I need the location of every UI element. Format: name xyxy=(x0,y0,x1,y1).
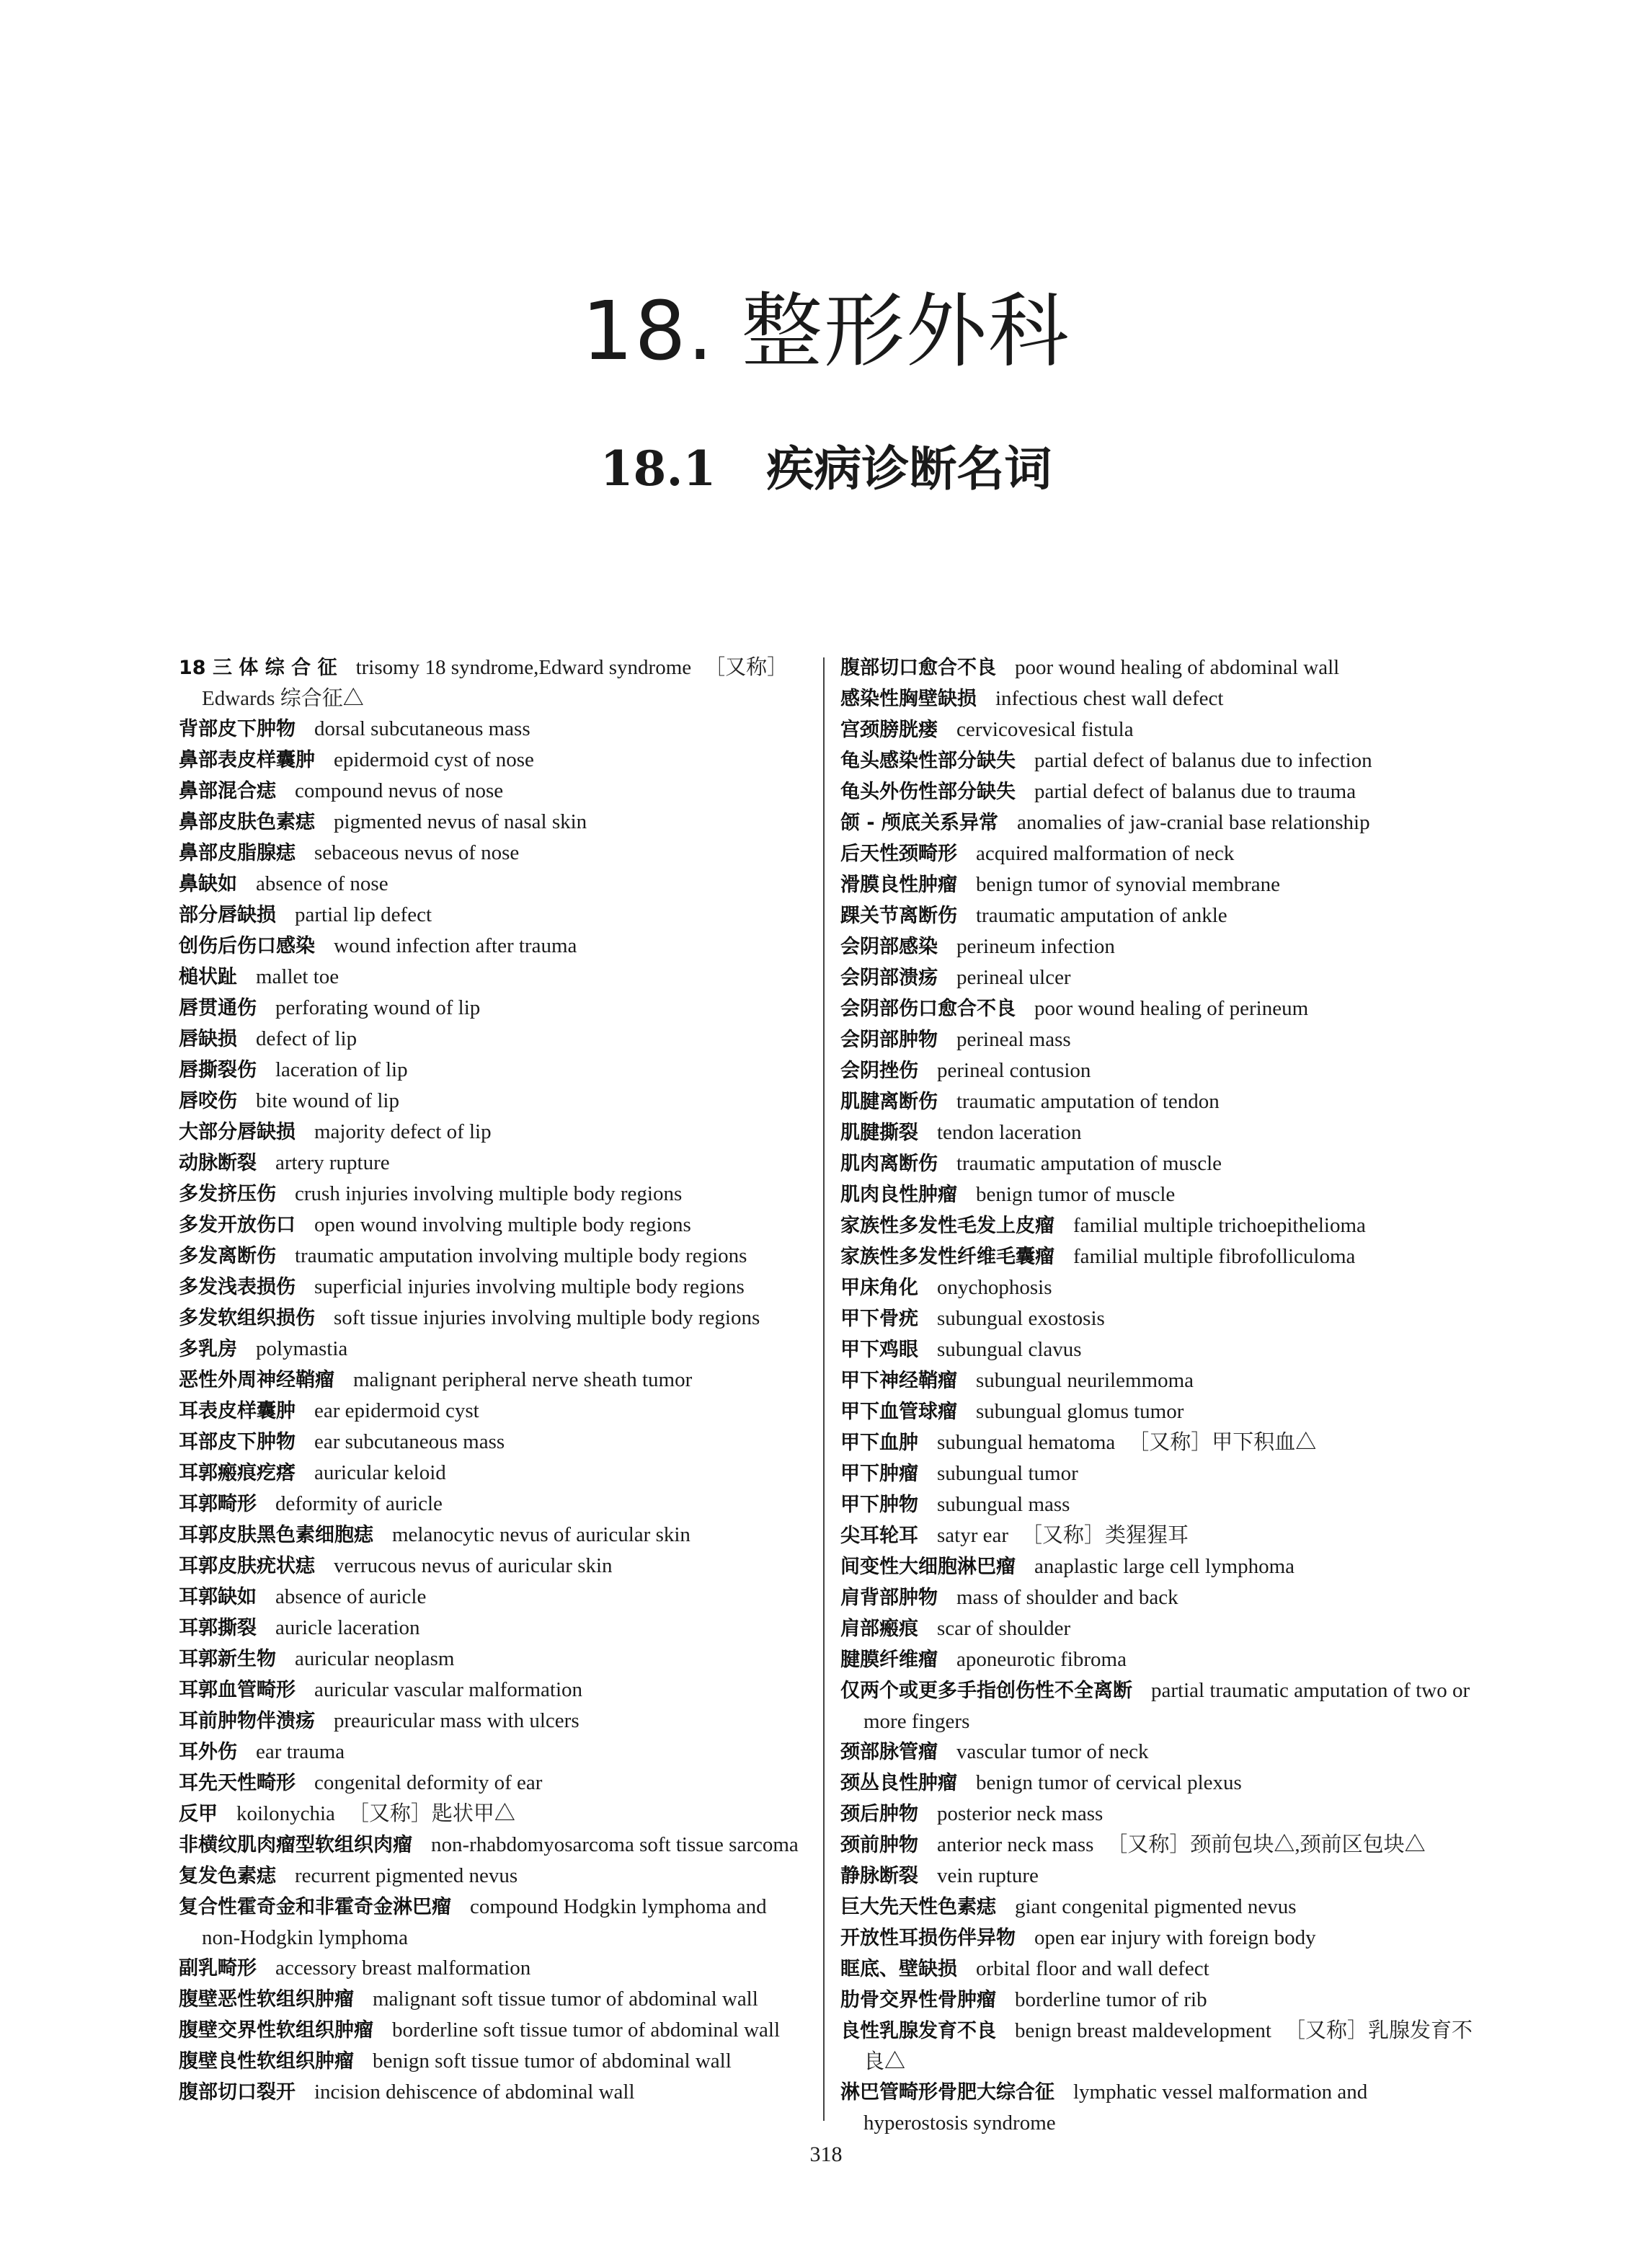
term-english: perineal ulcer xyxy=(956,966,1071,989)
term-chinese: 会阴部伤口愈合不良 xyxy=(840,998,1016,1020)
glossary-entry xyxy=(179,1024,806,1055)
term-english: infectious chest wall defect xyxy=(995,687,1224,710)
term-english: vein rupture xyxy=(937,1864,1039,1887)
term-alias: ［又称］乳腺发育不良△ xyxy=(863,2019,1473,2073)
glossary-entry xyxy=(179,745,806,776)
glossary-entry xyxy=(840,1086,1475,1117)
term-chinese: 鼻部混合痣 xyxy=(179,780,276,802)
term-chinese: 反甲 xyxy=(179,1803,218,1825)
term-english: perineum infection xyxy=(956,935,1115,958)
glossary-entry xyxy=(840,1675,1475,1737)
glossary-entry xyxy=(179,1551,806,1582)
term-chinese: 甲下骨疣 xyxy=(840,1308,918,1330)
glossary-entry xyxy=(179,1706,806,1737)
term-chinese: 背部皮下肿物 xyxy=(179,718,296,740)
term-english: partial lip defect xyxy=(295,903,432,926)
term-chinese: 耳部皮下肿物 xyxy=(179,1431,296,1453)
term-chinese: 肌腱离断伤 xyxy=(840,1091,938,1113)
term-english: pigmented nevus of nasal skin xyxy=(334,810,587,833)
term-chinese: 甲下血肿 xyxy=(840,1432,918,1454)
term-english: epidermoid cyst of nose xyxy=(334,748,534,771)
term-chinese: 淋巴管畸形骨肥大综合征 xyxy=(840,2081,1054,2104)
glossary-entry xyxy=(840,1179,1475,1210)
glossary-entry xyxy=(179,1520,806,1551)
glossary-entry xyxy=(840,900,1475,931)
term-chinese: 颌 - 颅底关系异常 xyxy=(840,812,999,834)
term-english: compound nevus of nose xyxy=(295,779,504,802)
term-english: artery rupture xyxy=(275,1151,390,1174)
glossary-entry xyxy=(840,1954,1475,1985)
glossary-entry xyxy=(840,1427,1475,1458)
term-english: mallet toe xyxy=(256,965,339,988)
term-english: absence of nose xyxy=(256,872,388,895)
term-english: partial traumatic amputation of two or more fingers xyxy=(863,1679,1470,1733)
glossary-entry xyxy=(179,1365,806,1396)
term-english: giant congenital pigmented nevus xyxy=(1015,1895,1297,1918)
glossary-entry xyxy=(179,1179,806,1210)
glossary-entry xyxy=(840,1830,1475,1861)
term-alias: ［又称］颈前包块△,颈前区包块△ xyxy=(1106,1833,1426,1856)
glossary-entry xyxy=(840,2016,1475,2077)
glossary-entry xyxy=(840,931,1475,962)
term-english: subungual neurilemmoma xyxy=(976,1369,1194,1392)
term-english: subungual hematoma xyxy=(937,1431,1116,1454)
term-chinese: 复发色素痣 xyxy=(179,1865,276,1887)
glossary-entry xyxy=(179,1396,806,1427)
term-chinese: 肩部瘢痕 xyxy=(840,1618,918,1640)
term-chinese: 耳表皮样囊肿 xyxy=(179,1400,296,1422)
glossary-entry xyxy=(179,869,806,900)
term-alias: ［又称］甲下积血△ xyxy=(1128,1431,1317,1454)
glossary-entry xyxy=(179,1675,806,1706)
page-number: 318 xyxy=(809,2142,843,2166)
term-chinese: 巨大先天性色素痣 xyxy=(840,1896,996,1918)
term-english: soft tissue injuries involving multiple body regions xyxy=(334,1306,760,1329)
term-english: bite wound of lip xyxy=(256,1089,399,1112)
term-chinese: 18 三 体 综 合 征 xyxy=(179,657,337,679)
term-chinese: 槌状趾 xyxy=(179,966,237,988)
term-english: mass of shoulder and back xyxy=(956,1586,1178,1609)
glossary-entry xyxy=(179,1861,806,1892)
term-english: ear subcutaneous mass xyxy=(314,1430,505,1453)
term-chinese: 肌肉良性肿瘤 xyxy=(840,1184,957,1206)
term-english: defect of lip xyxy=(256,1027,358,1050)
term-alias: ［又称］类猩猩耳 xyxy=(1021,1524,1189,1547)
term-english: onychophosis xyxy=(937,1276,1052,1299)
glossary-entry xyxy=(840,1458,1475,1489)
term-english: verrucous nevus of auricular skin xyxy=(334,1554,613,1577)
glossary-entry xyxy=(179,1086,806,1117)
term-chinese: 创伤后伤口感染 xyxy=(179,935,315,957)
glossary-entry xyxy=(179,1272,806,1303)
term-english: auricular keloid xyxy=(314,1461,446,1484)
glossary-entry xyxy=(179,1458,806,1489)
left-column xyxy=(179,652,806,2108)
term-chinese: 腹部切口裂开 xyxy=(179,2081,296,2104)
glossary-entry xyxy=(179,2015,806,2046)
term-english: orbital floor and wall defect xyxy=(976,1957,1209,1980)
term-chinese: 鼻缺如 xyxy=(179,873,237,895)
chapter-title: 18. 整形外科 xyxy=(582,285,1070,378)
term-chinese: 感染性胸壁缺损 xyxy=(840,688,977,710)
term-chinese: 间变性大细胞淋巴瘤 xyxy=(840,1556,1016,1578)
glossary-entry xyxy=(179,1241,806,1272)
term-english: vascular tumor of neck xyxy=(956,1740,1149,1763)
glossary-entry xyxy=(840,838,1475,869)
term-chinese: 唇撕裂伤 xyxy=(179,1059,257,1081)
term-english: anomalies of jaw-cranial base relationship xyxy=(1017,811,1370,834)
term-chinese: 踝关节离断伤 xyxy=(840,905,957,927)
term-english: trisomy 18 syndrome,Edward syndrome xyxy=(355,656,692,679)
term-chinese: 唇缺损 xyxy=(179,1028,237,1050)
glossary-entry xyxy=(840,2077,1475,2138)
glossary-entry xyxy=(840,1768,1475,1799)
glossary-entry xyxy=(840,1923,1475,1954)
term-english: subungual exostosis xyxy=(937,1307,1105,1330)
glossary-entry xyxy=(840,714,1475,745)
glossary-entry xyxy=(840,1303,1475,1334)
term-chinese: 甲床角化 xyxy=(840,1277,918,1299)
term-english: borderline tumor of rib xyxy=(1015,1988,1207,2011)
glossary-entry xyxy=(179,1737,806,1768)
term-chinese: 颈丛良性肿瘤 xyxy=(840,1772,957,1794)
term-english: koilonychia xyxy=(236,1802,335,1825)
term-chinese: 复合性霍奇金和非霍奇金淋巴瘤 xyxy=(179,1896,451,1918)
term-english: subungual tumor xyxy=(937,1462,1078,1485)
glossary-entry xyxy=(840,745,1475,776)
term-chinese: 腹壁良性软组织肿瘤 xyxy=(179,2050,354,2073)
term-english: anaplastic large cell lymphoma xyxy=(1034,1555,1295,1578)
glossary-entry xyxy=(179,1768,806,1799)
glossary-entry xyxy=(179,776,806,807)
glossary-entry xyxy=(840,1334,1475,1365)
term-chinese: 唇贯通伤 xyxy=(179,997,257,1019)
term-chinese: 龟头感染性部分缺失 xyxy=(840,750,1016,772)
glossary-entry xyxy=(179,962,806,993)
term-chinese: 腹壁交界性软组织肿瘤 xyxy=(179,2019,373,2042)
term-chinese: 颈部脉管瘤 xyxy=(840,1741,938,1763)
glossary-entry xyxy=(840,1737,1475,1768)
term-english: auricular vascular malformation xyxy=(314,1678,583,1701)
term-chinese: 会阴部感染 xyxy=(840,936,938,958)
term-chinese: 耳郭畸形 xyxy=(179,1493,257,1515)
term-english: partial defect of balanus due to trauma xyxy=(1034,780,1356,803)
term-english: poor wound healing of abdominal wall xyxy=(1015,656,1340,679)
term-chinese: 副乳畸形 xyxy=(179,1957,257,1980)
term-english: familial multiple trichoepithelioma xyxy=(1073,1214,1366,1237)
glossary-entry xyxy=(179,1892,806,1953)
glossary-entry xyxy=(179,807,806,838)
glossary-entry xyxy=(840,1644,1475,1675)
term-chinese: 家族性多发性纤维毛囊瘤 xyxy=(840,1246,1054,1268)
term-english: ear trauma xyxy=(256,1740,345,1763)
term-english: preauricular mass with ulcers xyxy=(334,1709,579,1732)
term-chinese: 肋骨交界性骨肿瘤 xyxy=(840,1989,996,2011)
term-english: polymastia xyxy=(256,1337,348,1360)
term-chinese: 唇咬伤 xyxy=(179,1090,237,1112)
term-chinese: 多乳房 xyxy=(179,1338,237,1360)
term-english: deformity of auricle xyxy=(275,1492,443,1515)
glossary-entry xyxy=(840,1520,1475,1551)
term-alias: ［又称］匙状甲△ xyxy=(347,1802,515,1825)
term-english: partial defect of balanus due to infection xyxy=(1034,749,1372,772)
term-chinese: 滑膜良性肿瘤 xyxy=(840,874,957,896)
glossary-entry xyxy=(840,962,1475,993)
term-chinese: 耳郭缺如 xyxy=(179,1586,257,1608)
term-chinese: 会阴部肿物 xyxy=(840,1029,938,1051)
term-english: absence of auricle xyxy=(275,1585,427,1608)
glossary-entry xyxy=(179,1055,806,1086)
glossary-entry xyxy=(840,869,1475,900)
term-english: recurrent pigmented nevus xyxy=(295,1864,518,1887)
glossary-entry xyxy=(840,1148,1475,1179)
glossary-entry xyxy=(840,1024,1475,1055)
glossary-entry xyxy=(179,838,806,869)
term-chinese: 部分唇缺损 xyxy=(179,904,276,926)
glossary-entry xyxy=(840,1892,1475,1923)
term-chinese: 腹壁恶性软组织肿瘤 xyxy=(179,1988,354,2011)
term-english: borderline soft tissue tumor of abdominal wall xyxy=(392,2018,781,2042)
term-chinese: 耳外伤 xyxy=(179,1741,237,1763)
glossary-entry xyxy=(179,1334,806,1365)
term-chinese: 多发浅表损伤 xyxy=(179,1276,296,1298)
term-english: melanocytic nevus of auricular skin xyxy=(392,1523,690,1546)
term-english: sebaceous nevus of nose xyxy=(314,841,520,864)
glossary-entry xyxy=(840,776,1475,807)
term-chinese: 鼻部皮脂腺痣 xyxy=(179,842,296,864)
term-english: perineal contusion xyxy=(937,1059,1091,1082)
glossary-entry xyxy=(840,1117,1475,1148)
term-chinese: 耳郭皮肤黑色素细胞痣 xyxy=(179,1524,373,1546)
term-english: scar of shoulder xyxy=(937,1617,1071,1640)
section-title xyxy=(0,438,1652,499)
glossary-entry xyxy=(840,1396,1475,1427)
term-english: acquired malformation of neck xyxy=(976,842,1235,865)
glossary-entry xyxy=(840,1365,1475,1396)
term-chinese: 肌腱撕裂 xyxy=(840,1122,918,1144)
term-chinese: 腱膜纤维瘤 xyxy=(840,1649,938,1671)
term-chinese: 大部分唇缺损 xyxy=(179,1121,296,1143)
glossary-entry xyxy=(179,1582,806,1613)
glossary-entry xyxy=(179,931,806,962)
term-english: non-rhabdomyosarcoma soft tissue sarcoma xyxy=(431,1833,799,1856)
glossary-entry xyxy=(840,1613,1475,1644)
term-english: aponeurotic fibroma xyxy=(956,1648,1127,1671)
term-english: cervicovesical fistula xyxy=(956,718,1134,741)
term-chinese: 尖耳轮耳 xyxy=(840,1525,918,1547)
term-english: incision dehiscence of abdominal wall xyxy=(314,2080,635,2104)
glossary-entry xyxy=(840,1799,1475,1830)
glossary-entry xyxy=(179,1953,806,1984)
term-english: familial multiple fibrofolliculoma xyxy=(1073,1245,1356,1268)
term-english: subungual mass xyxy=(937,1493,1070,1516)
term-chinese: 甲下神经鞘瘤 xyxy=(840,1370,957,1392)
term-chinese: 甲下肿瘤 xyxy=(840,1463,918,1485)
term-chinese: 耳郭新生物 xyxy=(179,1648,276,1670)
glossary-entry xyxy=(179,1613,806,1644)
term-english: traumatic amputation of tendon xyxy=(956,1090,1220,1113)
term-chinese: 多发软组织损伤 xyxy=(179,1307,315,1329)
glossary-entry xyxy=(179,1644,806,1675)
term-english: benign tumor of cervical plexus xyxy=(976,1771,1242,1794)
term-english: subungual clavus xyxy=(937,1338,1082,1361)
glossary-entry xyxy=(840,1985,1475,2016)
term-chinese: 耳郭皮肤疣状痣 xyxy=(179,1555,315,1577)
term-chinese: 肩背部肿物 xyxy=(840,1587,938,1609)
term-chinese: 动脉断裂 xyxy=(179,1152,257,1174)
term-chinese: 颈后肿物 xyxy=(840,1803,918,1825)
term-english: open ear injury with foreign body xyxy=(1034,1926,1316,1949)
term-chinese: 鼻部表皮样囊肿 xyxy=(179,749,315,771)
term-english: benign tumor of muscle xyxy=(976,1183,1176,1206)
term-english: posterior neck mass xyxy=(937,1802,1103,1825)
column-divider xyxy=(823,657,825,2121)
glossary-entry xyxy=(840,1241,1475,1272)
glossary-entry xyxy=(840,1489,1475,1520)
term-english: perforating wound of lip xyxy=(275,996,481,1019)
term-english: perineal mass xyxy=(956,1028,1071,1051)
glossary-entry xyxy=(840,1582,1475,1613)
glossary-entry xyxy=(179,1799,806,1830)
term-english: benign tumor of synovial membrane xyxy=(976,873,1281,896)
term-chinese: 腹部切口愈合不良 xyxy=(840,657,996,679)
glossary-entry xyxy=(179,2046,806,2077)
term-chinese: 静脉断裂 xyxy=(840,1865,918,1887)
term-chinese: 眶底、壁缺损 xyxy=(840,1958,957,1980)
glossary-entry xyxy=(840,1861,1475,1892)
term-chinese: 多发离断伤 xyxy=(179,1245,276,1267)
term-chinese: 家族性多发性毛发上皮瘤 xyxy=(840,1215,1054,1237)
term-english: crush injuries involving multiple body regions xyxy=(295,1182,683,1205)
term-chinese: 良性乳腺发育不良 xyxy=(840,2020,996,2042)
term-chinese: 开放性耳损伤伴异物 xyxy=(840,1927,1016,1949)
term-english: benign breast maldevelopment xyxy=(1015,2019,1271,2042)
glossary-entry xyxy=(840,1272,1475,1303)
glossary-entry xyxy=(179,900,806,931)
term-english: tendon laceration xyxy=(937,1121,1082,1144)
glossary-entry xyxy=(840,1551,1475,1582)
term-chinese: 甲下血管球瘤 xyxy=(840,1401,957,1423)
term-chinese: 鼻部皮肤色素痣 xyxy=(179,811,315,833)
term-english: auricular neoplasm xyxy=(295,1647,455,1670)
term-english: compound Hodgkin lymphoma and non-Hodgkin lymphoma xyxy=(202,1895,767,1949)
term-english: majority defect of lip xyxy=(314,1120,492,1143)
glossary-entry xyxy=(840,683,1475,714)
glossary-entry xyxy=(179,1489,806,1520)
term-english: laceration of lip xyxy=(275,1058,408,1081)
section-number: 18.1 xyxy=(600,440,716,497)
term-chinese: 多发挤压伤 xyxy=(179,1183,276,1205)
term-english: lymphatic vessel malformation and hyperostosis syndrome xyxy=(863,2080,1368,2135)
glossary-entry xyxy=(179,714,806,745)
glossary-entry xyxy=(179,1984,806,2015)
term-english: benign soft tissue tumor of abdominal wall xyxy=(373,2049,732,2073)
section-heading: 疾病诊断名词 xyxy=(766,440,1052,497)
term-chinese: 甲下鸡眼 xyxy=(840,1339,918,1361)
term-english: traumatic amputation of muscle xyxy=(956,1152,1222,1175)
term-chinese: 多发开放伤口 xyxy=(179,1214,296,1236)
glossary-entry xyxy=(179,1210,806,1241)
term-english: poor wound healing of perineum xyxy=(1034,997,1309,1020)
term-english: satyr ear xyxy=(937,1524,1009,1547)
glossary-entry xyxy=(179,1830,806,1861)
glossary-entry xyxy=(179,1427,806,1458)
term-english: malignant soft tissue tumor of abdominal wall xyxy=(373,1987,758,2011)
term-chinese: 恶性外周神经鞘瘤 xyxy=(179,1369,334,1391)
glossary-entry xyxy=(179,2077,806,2108)
glossary-entry xyxy=(179,993,806,1024)
term-english: ear epidermoid cyst xyxy=(314,1399,479,1422)
term-chinese: 仅两个或更多手指创伤性不全离断 xyxy=(840,1680,1132,1702)
term-english: congenital deformity of ear xyxy=(314,1771,543,1794)
term-english: wound infection after trauma xyxy=(334,934,577,957)
term-chinese: 耳郭瘢痕疙瘩 xyxy=(179,1462,296,1484)
term-english: superficial injuries involving multiple body regions xyxy=(314,1275,745,1298)
glossary-entry xyxy=(179,1303,806,1334)
term-chinese: 宫颈膀胱瘘 xyxy=(840,719,938,741)
glossary-entry xyxy=(840,993,1475,1024)
glossary-entry xyxy=(179,652,806,714)
term-alias: ［又称］Edwards 综合征△ xyxy=(202,656,789,710)
glossary-entry xyxy=(840,1055,1475,1086)
term-chinese: 耳前肿物伴溃疡 xyxy=(179,1710,315,1732)
term-english: open wound involving multiple body regions xyxy=(314,1213,691,1236)
term-chinese: 龟头外伤性部分缺失 xyxy=(840,781,1016,803)
glossary-entry xyxy=(840,1210,1475,1241)
term-chinese: 甲下肿物 xyxy=(840,1494,918,1516)
term-english: auricle laceration xyxy=(275,1616,420,1639)
term-english: subungual glomus tumor xyxy=(976,1400,1184,1423)
glossary-entry xyxy=(179,1117,806,1148)
term-chinese: 肌肉离断伤 xyxy=(840,1153,938,1175)
term-chinese: 非横纹肌肉瘤型软组织肉瘤 xyxy=(179,1834,412,1856)
term-english: traumatic amputation involving multiple body regions xyxy=(295,1244,747,1267)
term-chinese: 颈前肿物 xyxy=(840,1834,918,1856)
term-chinese: 会阴挫伤 xyxy=(840,1060,918,1082)
glossary-entry xyxy=(840,807,1475,838)
term-english: accessory breast malformation xyxy=(275,1956,531,1980)
term-chinese: 耳郭血管畸形 xyxy=(179,1679,296,1701)
term-english: traumatic amputation of ankle xyxy=(976,904,1227,927)
term-english: dorsal subcutaneous mass xyxy=(314,717,530,740)
term-chinese: 会阴部溃疡 xyxy=(840,967,938,989)
term-chinese: 耳郭撕裂 xyxy=(179,1617,257,1639)
term-english: malignant peripheral nerve sheath tumor xyxy=(353,1368,693,1391)
term-english: anterior neck mass xyxy=(937,1833,1094,1856)
glossary-entry xyxy=(179,1148,806,1179)
right-column xyxy=(840,652,1475,2138)
glossary-entry xyxy=(840,652,1475,683)
term-chinese: 耳先天性畸形 xyxy=(179,1772,296,1794)
term-chinese: 后天性颈畸形 xyxy=(840,843,957,865)
